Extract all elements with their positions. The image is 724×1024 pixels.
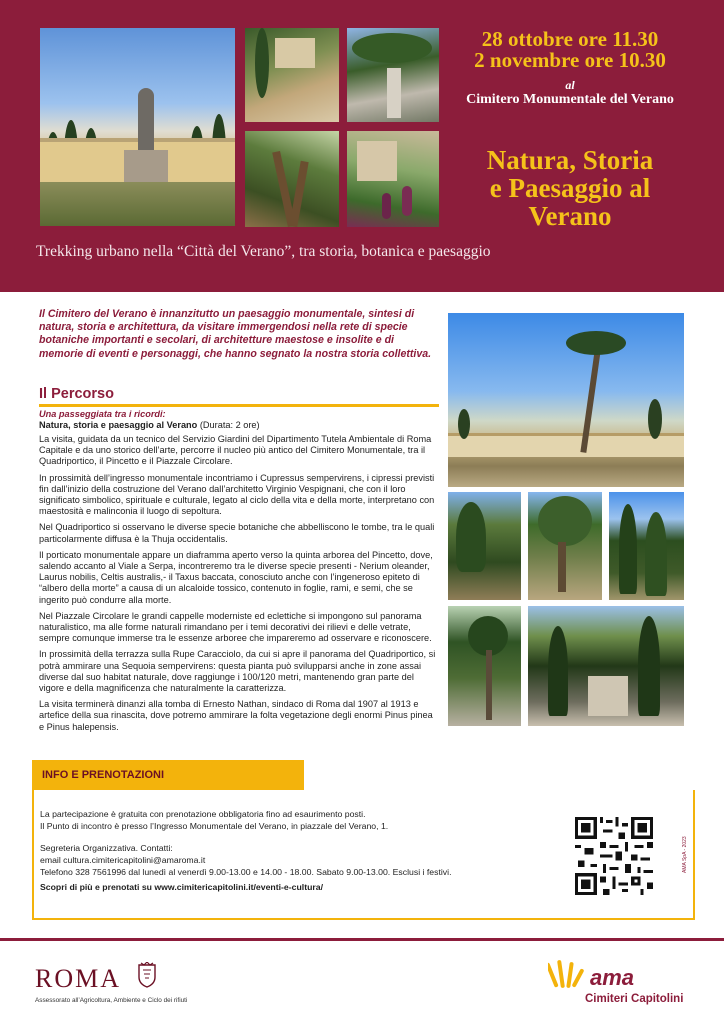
route-description xyxy=(39,434,439,738)
roma-crest-icon xyxy=(137,962,157,988)
roma-department: Assessorato all’Agricoltura, Ambiente e Ciclo dei rifiuti xyxy=(35,997,188,1004)
ama-subtitle: Cimiteri Capitolini xyxy=(585,993,684,1005)
info-tab-label: INFO E PRENOTAZIONI xyxy=(42,769,165,781)
footer-divider xyxy=(0,938,724,941)
section-title: Il Percorso xyxy=(39,386,114,402)
paragraph: La visita terminerà dinanzi alla tomba di Ernesto Nathan, sindaco di Roma dal 1907 al 1913 e artefice della sua rinascita, dove potremo ammirare la folta vegetazione degli enormi Pinus pinea e Pinus halepensis. xyxy=(39,699,433,732)
event-title: Natura, Storia e Paesaggio al Verano xyxy=(486,145,654,231)
info-tab xyxy=(32,760,304,790)
paragraph: In prossimità della terrazza sulla Rupe Caracciolo, da cui si apre il panorama del Quadriportico, si potrà ammirare una Sequoia sempervirens: questa pianta può svilupparsi anche in zone assai diverse dal suo habitat naturale, dove raggiunge i 100/120 metri, mantenendo gran parte del vigore e della magnificenza che naturalmente la caratterizza. xyxy=(39,649,436,694)
info-meeting-point: Il Punto di incontro è presso l’Ingresso Monumentale del Verano, in piazzale del Verano, 1. xyxy=(40,821,389,831)
section-divider xyxy=(39,404,439,407)
event-date-2: 2 novembre ore 10.30 xyxy=(474,48,666,72)
event-date-1: 28 ottobre ore 11.30 xyxy=(481,27,659,51)
ama-logo: ama xyxy=(590,965,635,990)
info-website-link[interactable]: Scopri di più e prenotati su www.cimitericapitolini.it/eventi-e-cultura/ xyxy=(40,882,324,892)
cemetery-berries-photo xyxy=(347,131,439,227)
paragraph: La visita, guidata da un tecnico del Servizio Giardini del Dipartimento Tutela Ambientale di Roma Capitale e da uno storico dell’arte, percorre il nucleo più antico del Cimitero Monumentale, tra il Quadriportico, il Pincetto e il Piazzale Circolare. xyxy=(39,434,432,467)
tagline: Una passeggiata tra i ricordi: xyxy=(39,409,166,419)
quadriportico-photo xyxy=(448,313,684,487)
event-subtitle: Trekking urbano nella “Città del Verano”, tra storia, botanica e paesaggio xyxy=(36,243,491,260)
venue-name: Cimitero Monumentale del Verano xyxy=(466,92,674,107)
cemetery-path-photo xyxy=(245,28,339,122)
paragraph: In prossimità dell’ingresso monumentale incontriamo i Cupressus sempervirens, i cipressi previsti fin dall’inizio della costruzione del Verano dall’architetto Virginio Vespignani, che con il loro significato simbolico, spirituale e culturale, legato al ciclo della vita e della morte, interpretano con maestosità e malinconia il luogo di sepoltura. xyxy=(39,472,435,517)
garden-photo-1 xyxy=(448,492,521,600)
info-segreteria: Segreteria Organizzativa. Contatti: xyxy=(40,843,173,853)
cemetery-tree-photo xyxy=(245,131,339,227)
cypress-photo xyxy=(609,492,684,600)
garden-photo-2 xyxy=(528,492,602,600)
paragraph: Nel Piazzale Circolare le grandi cappelle moderniste ed eclettiche si impongono sul panorama naturalistico, ma alle forme naturali rimandano per i temi decorativi dei rilievi e delle vetrate, sempre comunque immerse tra le essenze arboree che impareremo ad osservare e riconoscere. xyxy=(39,610,432,644)
palm-photo xyxy=(448,606,521,726)
print-credit: AMA SpA - 2023 xyxy=(682,836,688,873)
al-label: al xyxy=(565,78,575,92)
qr-code[interactable] xyxy=(575,817,653,895)
cemetery-statue-photo xyxy=(40,28,235,226)
roma-logo: ROMA xyxy=(35,964,122,993)
info-email[interactable]: email cultura.cimitericapitolini@amaroma.it xyxy=(40,855,206,865)
ama-sun-icon xyxy=(548,958,588,994)
tombs-photo xyxy=(528,606,684,726)
cemetery-pines-photo xyxy=(347,28,439,122)
header-banner xyxy=(0,0,724,292)
info-phone: Telefono 328 7561996 dal lunedì al venerdì 9.00-13.00 e 14.00 - 18.00. Sabato 9.00-13.00. Esclusi i festivi. xyxy=(40,867,452,877)
info-participation: La partecipazione è gratuita con prenotazione obbligatoria fino ad esaurimento posti. xyxy=(40,809,366,819)
tour-duration: Natura, storia e paesaggio al Verano (Durata: 2 ore) xyxy=(39,420,260,430)
paragraph: Nel Quadriportico si osservano le diverse specie botaniche che abbelliscono le tombe, tra le quali particolarmente diffusa è la Thuja occidentalis. xyxy=(39,522,435,544)
paragraph: Il porticato monumentale appare un diaframma aperto verso la quinta arborea del Pincetto, dove, salendo accanto al Viale a Serpa, incontreremo tra le diverse specie presenti - Nerium oleander, Laurus nobilis, Celtis australis,- il Taxus baccata, conosciuto anche con l’ingeneroso epiteto di “albero della morte” a causa di un alcaloide tossico, contenuto in foglie, rami, e semi, che se ingerito può condurre alla morte. xyxy=(39,549,433,605)
intro-paragraph: Il Cimitero del Verano è innanzitutto un paesaggio monumentale, sintesi di natura, storia e architettura, da visitare immergendosi nella rete di specie botaniche importanti e secolari, di architetture maestose e insolite e di memorie di eventi e personaggi, che hanno segnato la nostra storia collettiva. xyxy=(39,308,432,360)
